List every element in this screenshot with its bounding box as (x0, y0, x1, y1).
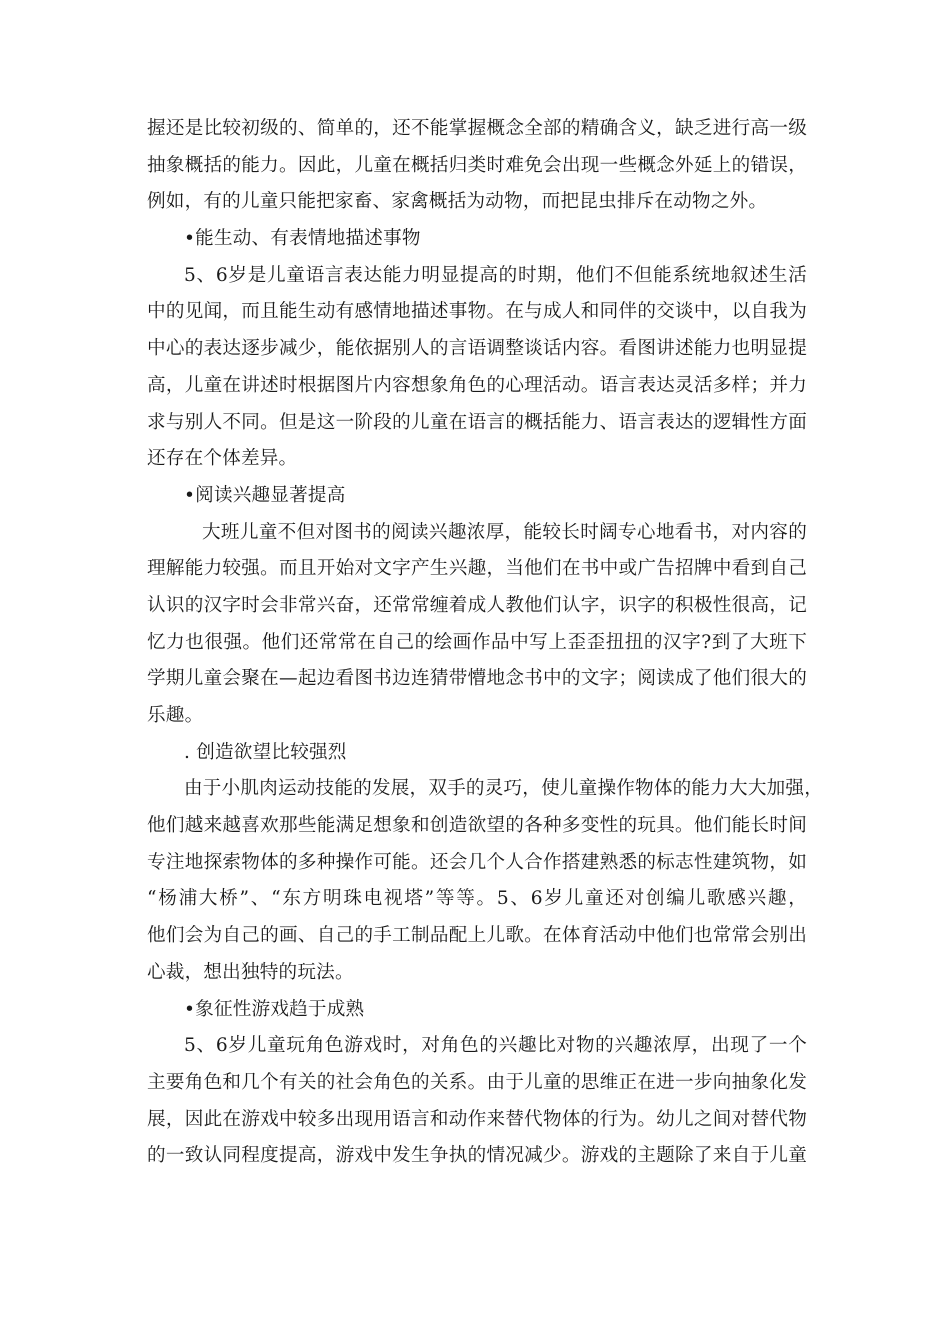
text-line: 由于小肌肉运动技能的发展，双手的灵巧，使儿童操作物体的能力大大加强， (184, 778, 823, 800)
text-line: 他们会为自己的画、自己的手工制品配上儿歌。在体育活动中他们也常常会别出 (147, 925, 807, 947)
text-line: 求与别人不同。但是这一阶段的儿童在语言的概括能力、语言表达的逻辑性方面 (147, 411, 807, 433)
text-line: 他们越来越喜欢那些能满足想象和创造欲望的各种多变性的玩具。他们能长时间 (147, 815, 807, 837)
text-line: “杨浦大桥”、“东方明珠电视塔”等等。5、6岁儿童还对创编儿歌感兴趣， (147, 888, 807, 910)
section-heading: •象征性游戏趋于成熟 (184, 998, 365, 1020)
text-line: 理解能力较强。而且开始对文字产生兴趣，当他们在书中或广告招牌中看到自己 (147, 558, 807, 580)
text-line: 展，因此在游戏中较多出现用语言和动作来替代物体的行为。幼儿之间对替代物 (147, 1108, 807, 1130)
text-line: 认识的汉字时会非常兴奋，还常常缠着成人教他们认字，识字的积极性很高，记 (147, 594, 807, 616)
text-line: 例如，有的儿童只能把家畜、家禽概括为动物，而把昆虫排斥在动物之外。 (147, 191, 768, 213)
text-line: 握还是比较初级的、简单的，还不能掌握概念全部的精确含义，缺乏进行高一级 (147, 118, 807, 139)
text-line: 主要角色和几个有关的社会角色的关系。由于儿童的思维正在进一步向抽象化发 (147, 1071, 807, 1093)
text-line: 的一致认同程度提高，游戏中发生争执的情况减少。游戏的主题除了来自于儿童 (147, 1145, 807, 1167)
text-line: 还存在个体差异。 (147, 448, 298, 470)
section-heading: •阅读兴趣显著提高 (184, 484, 346, 506)
section-heading: •能生动、有表情地描述事物 (184, 228, 421, 250)
text-line: 乐趣。 (147, 705, 204, 726)
text-line: 5、6岁儿童玩角色游戏时，对角色的兴趣比对物的兴趣浓厚，出现了一个 (184, 1035, 807, 1057)
text-line: 忆力也很强。他们还常常在自己的绘画作品中写上歪歪扭扭的汉字?到了大班下 (147, 631, 807, 653)
text-line: 中心的表达逐步减少，能依据别人的言语调整谈话内容。看图讲述能力也明显提 (147, 338, 807, 360)
section-heading: . 创造欲望比较强烈 (184, 741, 347, 763)
document-page (147, 111, 823, 1175)
text-line: 专注地探索物体的多种操作可能。还会几个人合作搭建熟悉的标志性建筑物，如 (147, 851, 807, 873)
text-line: 中的见闻，而且能生动有感情地描述事物。在与成人和同伴的交谈中，以自我为 (147, 301, 807, 323)
text-line: 抽象概括的能力。因此，儿童在概括归类时难免会出现一些概念外延上的错误， (147, 154, 807, 176)
text-line: 大班儿童不但对图书的阅读兴趣浓厚，能较长时阔专心地看书，对内容的 (202, 521, 807, 543)
text-line: 心裁，想出独特的玩法。 (147, 961, 354, 983)
text-line: 高，儿童在讲述时根据图片内容想象角色的心理活动。语言表达灵活多样；并力 (147, 374, 807, 396)
text-line: 5、6岁是儿童语言表达能力明显提高的时期，他们不但能系统地叙述生活 (184, 264, 807, 286)
text-line: 学期儿童会聚在—起边看图书边连猜带懵地念书中的文字；阅读成了他们很大的 (147, 668, 807, 690)
